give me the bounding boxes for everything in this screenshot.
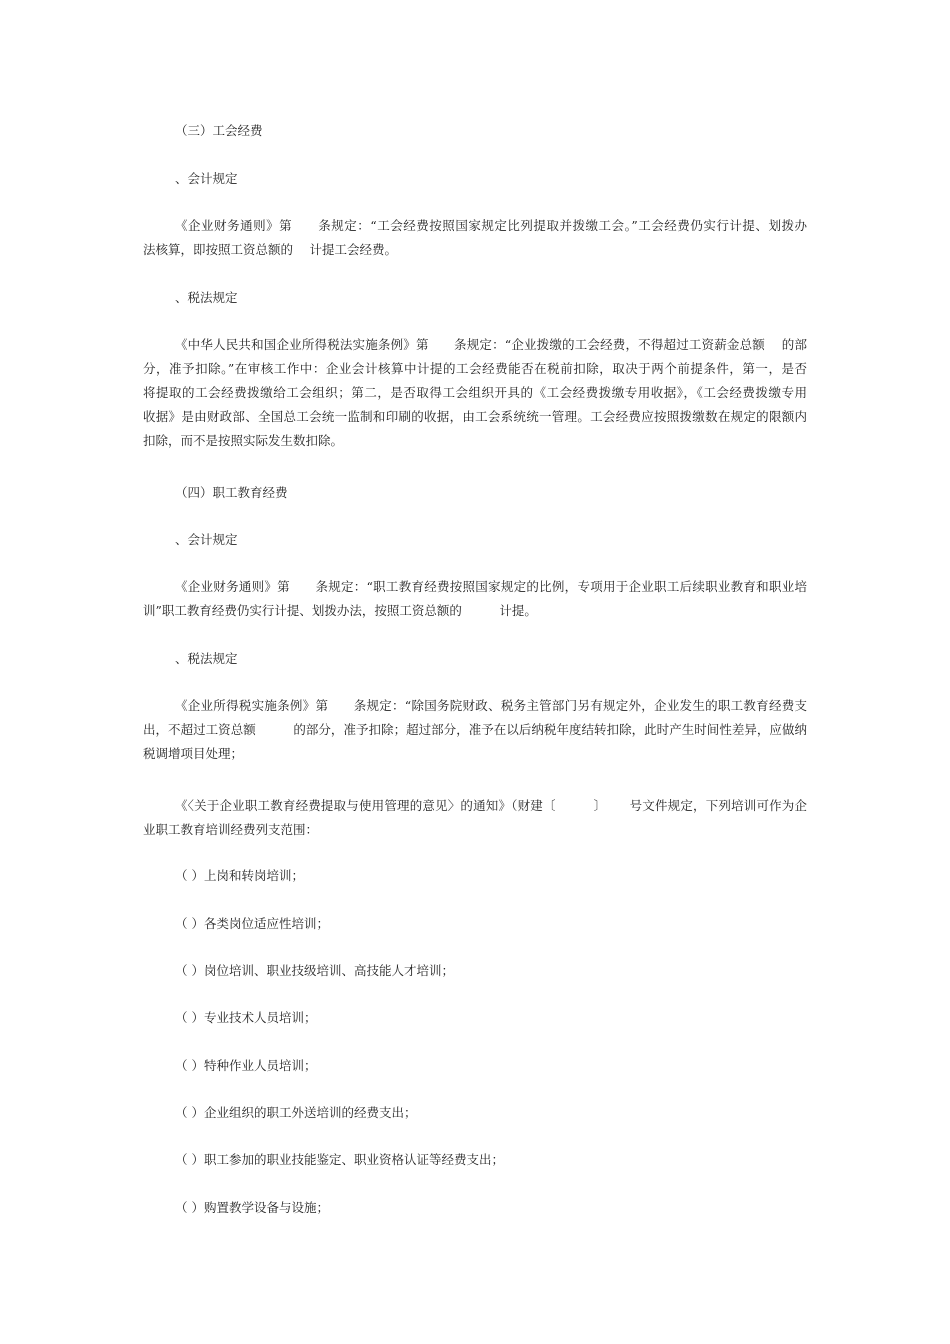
section-title-union-fees: （三）工会经费 xyxy=(175,123,263,138)
paragraph-line: 收据》是由财政部、全国总工会统一监制和印刷的收据，由工会系统统一管理。工会经费应按照拨缴数在规定的限额内 xyxy=(143,409,807,424)
list-item: （ ）购置教学设备与设施； xyxy=(175,1200,329,1215)
tax-rules-heading: 、税法规定 xyxy=(175,651,238,666)
paragraph-line: 税调增项目处理； xyxy=(143,746,244,761)
paragraph-line: 训”职工教育经费仍实行计提、划拨办法，按照工资总额的 计提。 xyxy=(143,603,537,618)
paragraph-line: 《〈关于企业职工教育经费提取与使用管理的意见〉的通知》（财建〔 〕 号文件规定，下列培训可作为企 xyxy=(175,798,807,813)
paragraph-line: 业职工教育培训经费列支范围： xyxy=(143,822,319,837)
list-item: （ ）职工参加的职业技能鉴定、职业资格认证等经费支出； xyxy=(175,1152,504,1167)
paragraph-line: 将提取的工会经费拨缴给工会组织；第二，是否取得工会组织开具的《工会经费拨缴专用收据》，《工会经费拨缴专用 xyxy=(143,385,807,400)
paragraph-line: 分，准予扣除。”在审核工作中：企业会计核算中计提的工会经费能否在税前扣除，取决于两个前提条件，第一，是否 xyxy=(143,361,807,376)
list-item: （ ）特种作业人员培训； xyxy=(175,1058,317,1073)
paragraph-line: 《中华人民共和国企业所得税法实施条例》第 条规定：“企业拨缴的工会经费，不得超过工资薪金总额 的部 xyxy=(175,337,807,352)
list-item: （ ）各类岗位适应性培训； xyxy=(175,916,329,931)
accounting-rules-heading: 、会计规定 xyxy=(175,532,238,547)
paragraph-line: 出，不超过工资总额 的部分，准予扣除；超过部分，准予在以后纳税年度结转扣除，此时产生时间性差异，应做纳 xyxy=(143,722,807,737)
section-title-education-fees: （四）职工教育经费 xyxy=(175,485,288,500)
list-item: （ ）上岗和转岗培训； xyxy=(175,868,304,883)
accounting-rules-heading: 、会计规定 xyxy=(175,171,238,186)
paragraph-line: 《企业所得税实施条例》第 条规定：“除国务院财政、税务主管部门另有规定外，企业发生的职工教育经费支 xyxy=(175,698,807,713)
tax-rules-heading: 、税法规定 xyxy=(175,290,238,305)
paragraph-line: 《企业财务通则》第 条规定：“工会经费按照国家规定比列提取并拨缴工会。”工会经费仍实行计提、划拨办 xyxy=(175,218,807,233)
paragraph-line: 扣除，而不是按照实际发生数扣除。 xyxy=(143,433,344,448)
list-item: （ ）岗位培训、职业技级培训、高技能人才培训； xyxy=(175,963,454,978)
paragraph-line: 《企业财务通则》第 条规定：“职工教育经费按照国家规定的比例，专项用于企业职工后续职业教育和职业培 xyxy=(175,579,807,594)
paragraph-line: 法核算，即按照工资总额的 计提工会经费。 xyxy=(143,242,397,257)
list-item: （ ）专业技术人员培训； xyxy=(175,1010,317,1025)
list-item: （ ）企业组织的职工外送培训的经费支出； xyxy=(175,1105,417,1120)
